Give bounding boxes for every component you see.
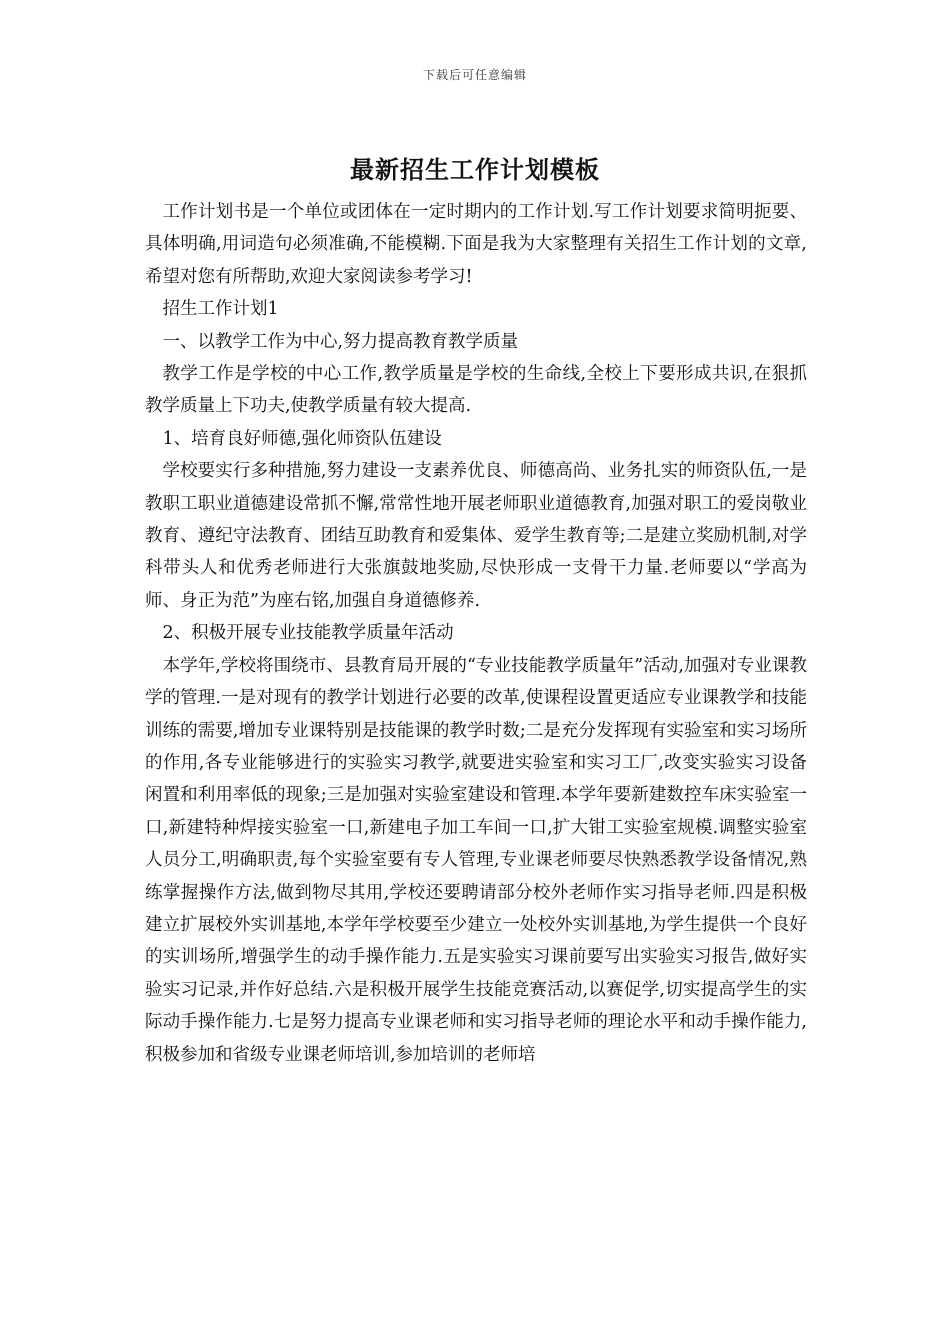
section-heading: 招生工作计划1 bbox=[162, 299, 279, 320]
body-paragraph: 学校要实行多种措施,努力建设一支素养优良、师德高尚、业务扎实的师资队伍,一是教职工职业道德建设常抓不懈,常常性地开展老师职业道德教育,加强对职工的爱岗敬业教育、遵纪守法教育、团结互助教育和爱集体、爱学生教育等;二是建立奖励机制,对学科带头人和优秀老师进行大张旗鼓地奖励,尽快形成一支骨干力量.老师要以“学高为师、身正为范”为座右铭,加强自身道德修养. bbox=[145, 461, 807, 611]
subsection-heading: 1、培育良好师德,强化师资队伍建设 bbox=[162, 428, 442, 449]
body-paragraph: 本学年,学校将围绕市、县教育局开展的“专业技能教学质量年”活动,加强对专业课教学的管理.一是对现有的教学计划进行必要的改革,使课程设置更适应专业课教学和技能训练的需要,增加专业课特别是技能课的教学时数;二是充分发挥现有实验室和实习场所的作用,各专业能够进行的实验实习教学,就要进实验室和实习工厂,改变实验实习设备闲置和利用率低的现象;三是加强对实验室建设和管理.本学年要新建数控车床实验室一口,新建特种焊接实验室一口,新建电子加工车间一口,扩大钳工实验室规模.调整实验室人员分工,明确职责,每个实验室要有专人管理,专业课老师要尽快熟悉教学设备情况,熟练掌握操作方法,做到物尽其用,学校还要聘请部分校外老师作实习指导老师.四是积极建立扩展校外实训基地,本学年学校要至少建立一处校外实训基地,为学生提供一个良好的实训场所,增强学生的动手操作能力.五是实验实习课前要写出实验实习报告,做好实验实习记录,并作好总结.六是积极开展学生技能竞赛活动,以赛促学,切实提高学生的实际动手操作能力.七是努力提高专业课老师和实习指导老师的理论水平和动手操作能力,积极参加和省级专业课老师培训,参加培训的老师培 bbox=[145, 655, 807, 1065]
intro-paragraph: 工作计划书是一个单位或团体在一定时期内的工作计划.写工作计划要求简明扼要、具体明确,用词造句必须准确,不能模糊.下面是我为大家整理有关招生工作计划的文章,希望对您有所帮助,欢迎大家阅读参考学习! bbox=[145, 202, 807, 287]
subsection-heading: 一、以教学工作为中心,努力提高教育教学质量 bbox=[162, 331, 519, 352]
document-body bbox=[145, 196, 807, 1071]
document-title: 最新招生工作计划模板 bbox=[350, 155, 600, 184]
body-paragraph: 教学工作是学校的中心工作,教学质量是学校的生命线,全校上下要形成共识,在狠抓教学质量上下功夫,使教学质量有较大提高. bbox=[145, 364, 807, 417]
subsection-heading: 2、积极开展专业技能教学质量年活动 bbox=[162, 623, 454, 644]
header-note: 下载后可任意编辑 bbox=[422, 68, 527, 82]
